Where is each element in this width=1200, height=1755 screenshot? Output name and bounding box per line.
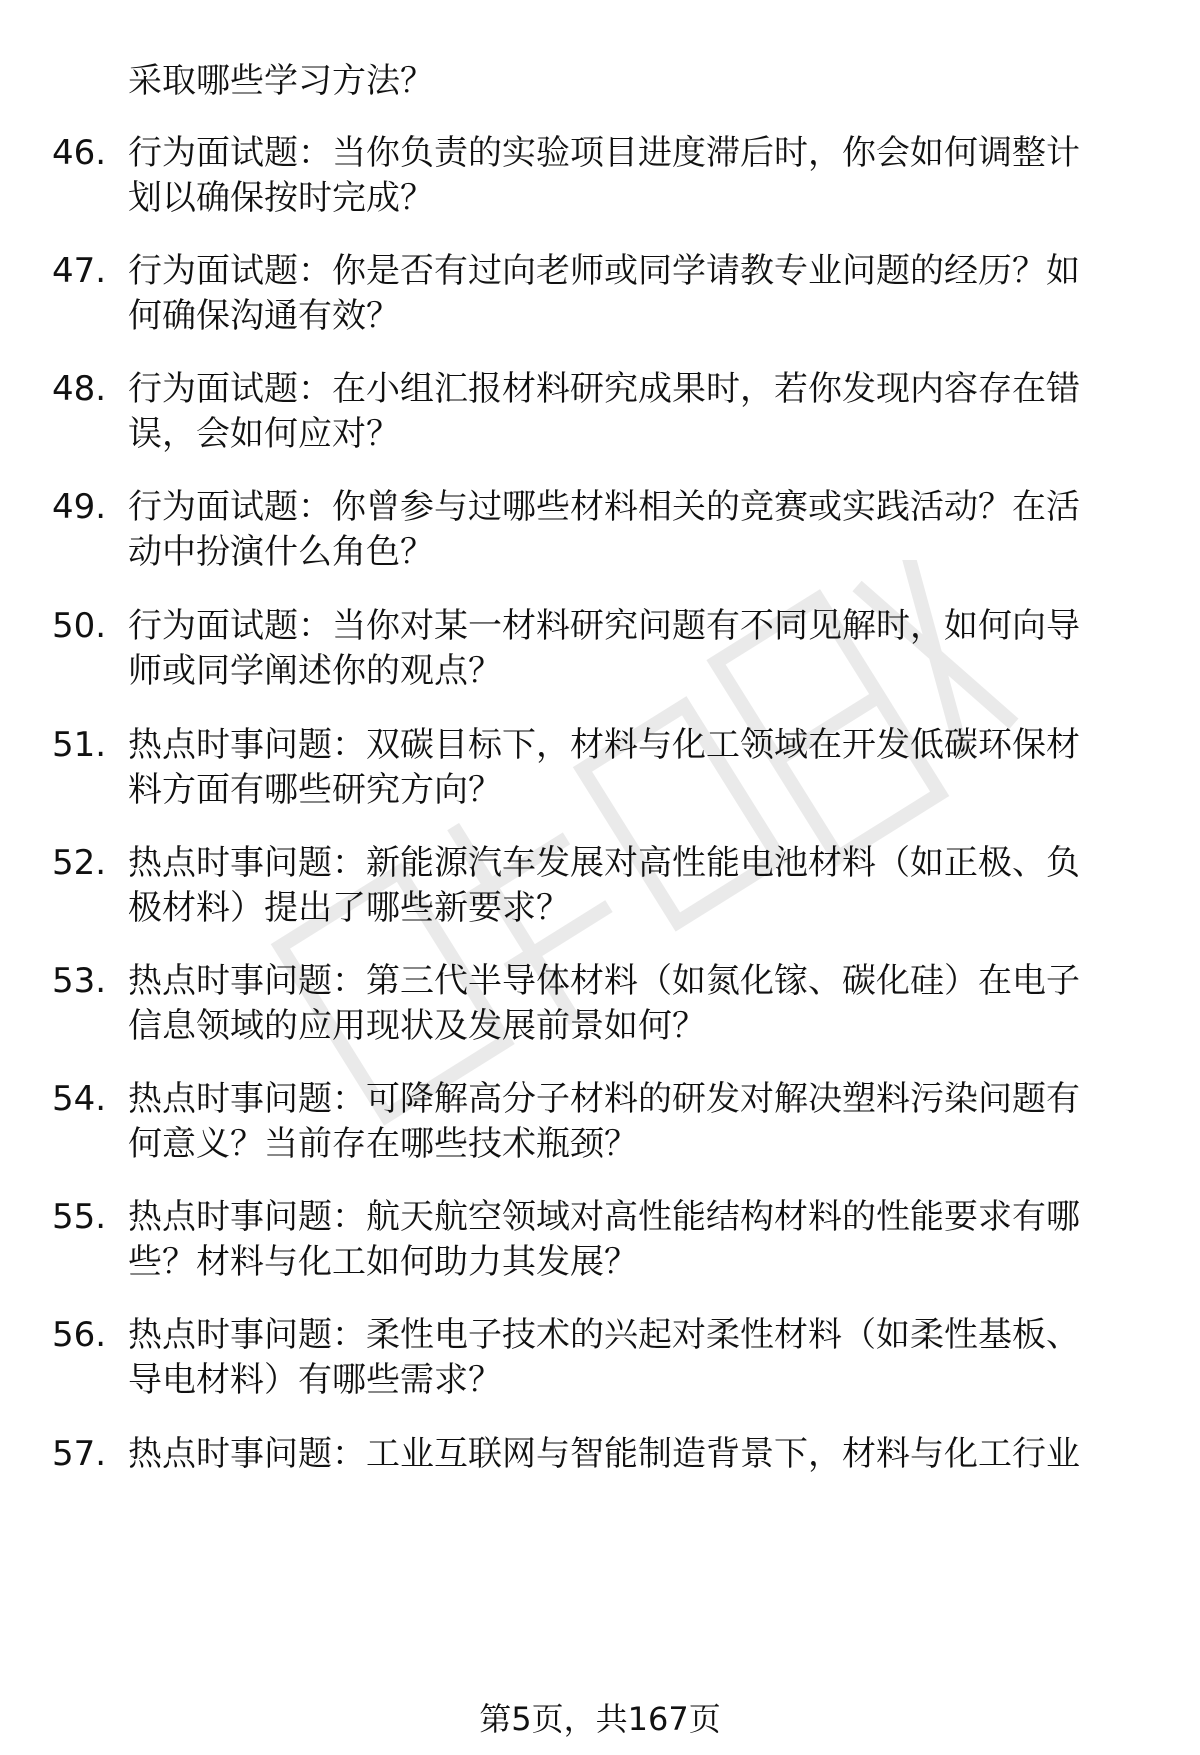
question-text-line2: 信息领域的应用现状及发展前景如何？ <box>128 1006 706 1046</box>
question-number: 46. <box>52 133 107 173</box>
question-item <box>0 958 1200 1058</box>
question-text-line2: 动中扮演什么角色？ <box>128 532 434 572</box>
question-number: 54. <box>52 1079 107 1119</box>
question-text-line1: 热点时事问题：新能源汽车发展对高性能电池材料（如正极、负 <box>128 843 1080 883</box>
question-number: 49. <box>52 487 107 527</box>
question-text-line2: 误，会如何应对？ <box>128 414 400 454</box>
question-item <box>0 484 1200 584</box>
question-number: 52. <box>52 843 107 883</box>
question-text-line1: 热点时事问题：柔性电子技术的兴起对柔性材料（如柔性基板、 <box>128 1315 1080 1355</box>
question-item <box>0 130 1200 230</box>
question-text-line1: 行为面试题：当你对某一材料研究问题有不同见解时，如何向导 <box>128 606 1080 646</box>
question-text-line2: 些？材料与化工如何助力其发展？ <box>128 1242 638 1282</box>
question-text-line2: 师或同学阐述你的观点？ <box>128 651 502 691</box>
question-text-line1: 行为面试题：你是否有过向老师或同学请教专业问题的经历？如 <box>128 251 1080 291</box>
question-text-line1: 行为面试题：你曾参与过哪些材料相关的竞赛或实践活动？在活 <box>128 487 1080 527</box>
question-number: 47. <box>52 251 107 291</box>
question-item <box>0 722 1200 822</box>
question-item <box>0 840 1200 940</box>
question-number: 57. <box>52 1434 107 1474</box>
question-text-line2: 何意义？当前存在哪些技术瓶颈？ <box>128 1124 638 1164</box>
page-footer: 第5页，共167页 <box>479 1700 721 1738</box>
question-item <box>0 603 1200 703</box>
question-item <box>0 1194 1200 1294</box>
question-number: 51. <box>52 725 107 765</box>
question-number: 48. <box>52 369 107 409</box>
question-item <box>0 1431 1200 1531</box>
question-text-line2: 何确保沟通有效？ <box>128 296 400 336</box>
question-text-line1: 热点时事问题：第三代半导体材料（如氮化镓、碳化硅）在电子 <box>128 961 1080 1001</box>
question-number: 55. <box>52 1197 107 1237</box>
question-text-line2: 料方面有哪些研究方向？ <box>128 770 502 810</box>
question-item <box>0 248 1200 348</box>
continuation-line: 采取哪些学习方法？ <box>128 61 434 101</box>
question-item <box>0 366 1200 466</box>
question-text-line1: 热点时事问题：工业互联网与智能制造背景下，材料与化工行业 <box>128 1434 1080 1474</box>
question-number: 56. <box>52 1315 107 1355</box>
question-number: 50. <box>52 606 107 646</box>
question-number: 53. <box>52 961 107 1001</box>
question-text-line2: 划以确保按时完成？ <box>128 178 434 218</box>
question-text-line1: 热点时事问题：双碳目标下，材料与化工领域在开发低碳环保材 <box>128 725 1080 765</box>
question-text-line2: 导电材料）有哪些需求？ <box>128 1360 502 1400</box>
question-text-line1: 热点时事问题：航天航空领域对高性能结构材料的性能要求有哪 <box>128 1197 1080 1237</box>
question-item <box>0 1076 1200 1176</box>
question-text-line1: 热点时事问题：可降解高分子材料的研发对解决塑料污染问题有 <box>128 1079 1080 1119</box>
question-item <box>0 1312 1200 1412</box>
question-text-line2: 极材料）提出了哪些新要求？ <box>128 888 570 928</box>
question-text-line1: 行为面试题：在小组汇报材料研究成果时，若你发现内容存在错 <box>128 369 1080 409</box>
question-text-line1: 行为面试题：当你负责的实验项目进度滞后时，你会如何调整计 <box>128 133 1080 173</box>
